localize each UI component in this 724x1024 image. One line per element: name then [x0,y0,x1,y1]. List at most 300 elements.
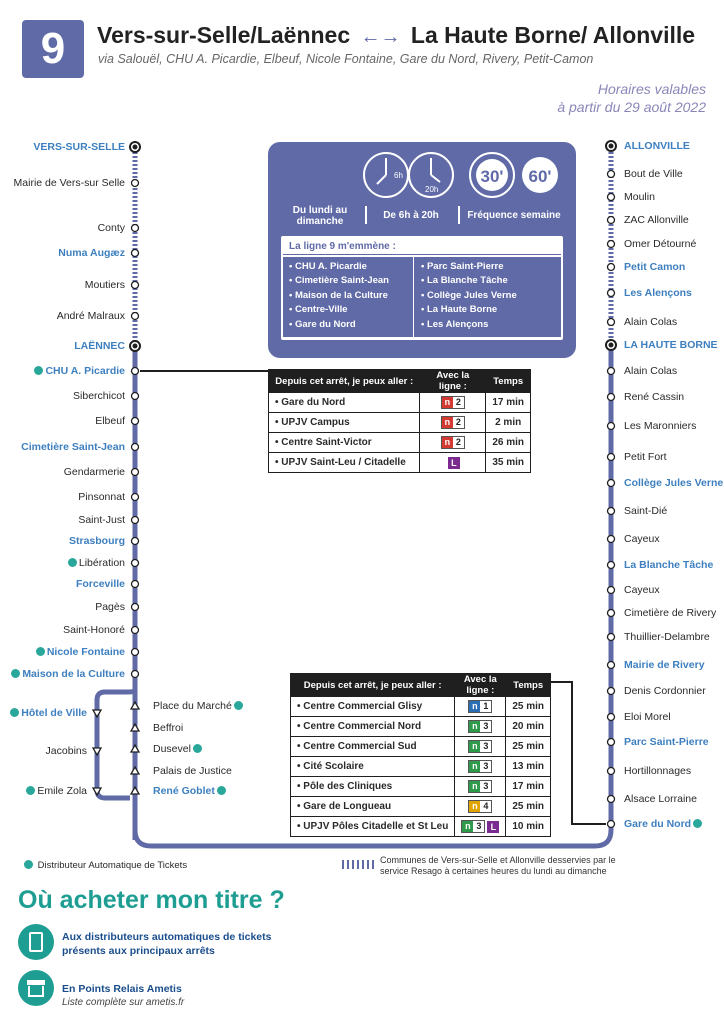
stop-label [624,533,660,546]
stop-marker [608,508,615,515]
stop-marker [608,319,615,326]
stop-label [624,736,709,749]
table-row [291,797,551,817]
destinations-left [289,260,389,332]
stop-label [73,390,125,403]
one-way-stop-marker [131,767,139,774]
stop-label [21,441,125,454]
stop-marker [608,768,615,775]
time-cell: 26 min [486,433,531,453]
stop-name: Saint-Dié [624,505,668,517]
stop-marker [608,796,615,803]
stop-name: Saint-Just [78,514,125,526]
line-badge-number: 3 [476,821,482,831]
ticket-machine-icon [24,860,33,869]
stop-label [624,238,696,251]
line-L-badge: L [487,821,499,833]
stop-name: VERS-SUR-SELLE [33,141,125,153]
time-cell: 25 min [506,737,551,757]
stop-label [624,559,713,572]
time-cell: 2 min [486,413,531,433]
destination-item: • Centre-Ville [289,303,389,317]
stop-name: Alsace Lorraine [624,793,697,805]
stop-label [69,535,125,548]
line-badge-number: 3 [483,761,489,771]
stop-marker [608,290,615,297]
line-badge-letter: n [469,781,480,792]
line-badge [441,396,465,409]
stop-marker [608,368,615,375]
terminus-marker-core [133,145,138,150]
table-header: Avec la ligne : [420,370,486,393]
line-badge [441,416,465,429]
destination-cell: • UPJV Pôles Citadelle et St Leu [291,817,455,837]
stop-label [58,247,125,260]
stop-marker [132,225,139,232]
stop-name: Gendarmerie [63,466,125,478]
line-badge [468,740,492,753]
stop-name: Mairie de Vers-sur Selle [13,177,125,189]
bidirectional-arrow-icon: ←→ [360,26,401,48]
stop-label [63,624,125,637]
table-row [269,453,531,473]
stop-marker [608,171,615,178]
table-row [291,717,551,737]
line-badge-number: 3 [483,741,489,751]
route-origin: Vers-sur-Selle/Laënnec [97,22,351,48]
hours-label: De 6h à 20h [383,210,439,221]
destination-item: • Maison de la Culture [289,289,389,303]
stop-name: Moulin [624,191,655,203]
stop-name: Les Alençons [624,287,692,299]
ticket-machine-icon [26,786,35,795]
stop-label [624,711,671,724]
divider [458,206,460,224]
line-badge-letter: n [462,821,473,832]
shop-icon [18,970,54,1006]
table-header: Depuis cet arrêt, je peux aller : [269,370,420,393]
relay-points-title: En Points Relais Ametis [62,983,182,995]
stop-name: Hortillonnages [624,765,692,777]
line-number-badge: 9 [22,20,84,78]
stop-name: Saint-Honoré [63,624,125,636]
stop-name: Cayeux [624,584,660,596]
stop-name: Place du Marché [153,700,232,712]
destination-cell: • Centre Saint-Victor [269,433,420,453]
stop-marker [132,418,139,425]
stop-name: Emile Zola [37,785,87,797]
line-badge [468,720,492,733]
table-row [269,393,531,413]
stop-label [64,466,125,479]
stop-name: Petit Camon [624,261,686,273]
clock-20h-icon [409,153,453,197]
stop-label [624,287,692,300]
line-badge-letter: n [469,741,480,752]
stop-marker [608,587,615,594]
stop-name: Hôtel de Ville [21,707,87,719]
relay-points-link[interactable]: Liste complète sur ametis.fr [62,997,185,1008]
stop-label [624,659,705,672]
terminus-marker-core [609,144,614,149]
line-badge-number: 1 [483,701,489,711]
destination-cell: • UPJV Campus [269,413,420,433]
buy-ticket-title: Où acheter mon titre ? [18,886,285,914]
table-header: Temps [486,370,531,393]
column-divider [413,257,414,337]
frequency-60-label: 60' [528,167,552,186]
days-label: Du lundi au dimanche [292,205,348,227]
stop-marker [132,649,139,656]
time-cell: 35 min [486,453,531,473]
stop-label [46,745,87,758]
stop-name: Numa Augæz [58,247,125,259]
stop-label [74,340,125,353]
stop-label [624,505,667,518]
line-cell [420,413,486,433]
stop-label [78,514,125,527]
destination-cell: • Cité Scolaire [291,757,455,777]
frequency-60-icon [522,157,558,193]
one-way-stop-marker [93,710,101,717]
stop-marker [132,604,139,611]
stop-name: Pagès [95,601,125,613]
clocks-and-frequency [268,142,576,242]
frequency-30-icon [470,153,514,197]
stop-label [14,177,125,190]
destinations-title: La ligne 9 m'emmène : [283,238,561,255]
legend-ticket-text: Distributeur Automatique de Tickets [37,860,188,871]
stop-name: Jacobins [45,745,87,757]
stop-name: ZAC Allonville [624,214,689,226]
line-cell [420,393,486,413]
line-cell [455,797,506,817]
ticket-machine-icon [193,744,202,753]
line-badge [441,436,465,449]
stop-marker [608,821,615,828]
stop-name: Maison de la Culture [22,668,125,680]
ticket-machine-icon [36,647,45,656]
line-badge-number: 2 [455,397,461,407]
frequency-30-label: 30' [480,167,504,186]
stop-label [66,557,125,570]
stop-name: Forceville [75,578,125,590]
stop-label [624,191,655,204]
line-badge-number: 3 [483,721,489,731]
stop-name: Conty [97,222,125,234]
ticket-machine-icon [18,924,54,960]
stop-label [32,365,125,378]
clock-6h-icon [364,153,408,197]
terminus-marker-core [133,344,138,349]
line-cell [420,453,486,473]
ticket-machine-icon [10,708,19,717]
stop-label [624,793,697,806]
table-row [291,697,551,717]
stop-label [624,584,660,597]
destination-item: • La Haute Borne [421,303,517,317]
line-cell [420,433,486,453]
destinations-panel [281,236,563,340]
stop-name: LAËNNEC [74,340,125,352]
stop-label [76,578,125,591]
stop-marker [132,250,139,257]
stop-marker [608,634,615,641]
destination-cell: • Centre Commercial Sud [291,737,455,757]
one-way-stop-marker [131,702,139,709]
stop-name: ALLONVILLE [624,140,690,152]
stop-marker [132,469,139,476]
destinations-right [421,260,517,332]
stop-label [624,451,667,464]
destination-cell: • UPJV Saint-Leu / Citadelle [269,453,420,473]
stop-marker [132,444,139,451]
route-via: via Salouël, CHU A. Picardie, Elbeuf, Nicole Fontaine, Gare du Nord, Rivery, Petit-Camon [98,52,594,66]
stop-name: André Malraux [56,310,125,322]
line-badge [468,700,492,713]
stop-name: Bout de Ville [624,168,683,180]
stop-marker [132,517,139,524]
destination-item: • Gare du Nord [289,318,389,332]
line-badge-number: 4 [483,801,489,811]
destination-cell: • Centre Commercial Nord [291,717,455,737]
destination-item: • Collège Jules Verne [421,289,517,303]
stop-marker [608,423,615,430]
stop-marker [608,562,615,569]
stop-marker [132,368,139,375]
stop-marker [608,688,615,695]
line-badge [468,760,492,773]
stop-label [153,722,183,735]
stop-name: Siberchicot [73,390,125,402]
one-way-stop-marker [93,748,101,755]
divider [365,206,367,224]
stop-label [624,477,723,490]
time-cell: 20 min [506,717,551,737]
stop-label [78,491,125,504]
stop-marker [608,714,615,721]
time-cell: 13 min [506,757,551,777]
stop-name: Pinsonnat [78,491,125,503]
ticket-machine-icon [34,366,43,375]
stop-marker [608,241,615,248]
line-badge-letter: n [469,801,480,812]
stop-marker [608,536,615,543]
stop-name: René Cassin [624,391,685,403]
legend-ticket-machine [22,860,187,871]
stop-name: Petit Fort [624,451,667,463]
stop-marker [608,394,615,401]
stop-name: Parc Saint-Pierre [624,736,709,748]
stop-marker [132,393,139,400]
stop-label [8,707,87,720]
stop-name: Collège Jules Verne [624,477,724,489]
line-cell [455,817,506,837]
destination-item: • Parc Saint-Pierre [421,260,517,274]
stop-label [624,765,691,778]
legend-resago: Communes de Vers-sur-Selle et Allonville desservies par le service Resago à certaines heures du lundi au dimanche [380,855,616,876]
stop-label [85,279,125,292]
destination-item: • CHU A. Picardie [289,260,389,274]
route-loop-west [97,690,135,798]
stop-label [624,607,716,620]
line-badge [468,780,492,793]
stop-label [33,141,125,154]
buy-option-relay-points [62,983,184,1009]
connections-table-chu [268,369,531,473]
stop-label [624,214,689,227]
stop-label [624,818,704,831]
stop-name: La Blanche Tâche [624,559,714,571]
stop-label [624,168,683,181]
stop-name: Strasbourg [68,535,125,547]
stop-name: Eloi Morel [624,711,671,723]
stop-name: Gare du Nord [624,818,692,830]
line-badge-letter: n [469,721,480,732]
stop-label [624,261,685,274]
stop-marker [608,610,615,617]
stop-label [153,765,232,778]
ticket-machine-icon [234,701,243,710]
line-L-badge: L [448,457,460,469]
line-badge-letter: n [442,417,453,428]
stop-label [624,631,710,644]
stop-name: René Goblet [153,785,215,797]
route-destination: La Haute Borne/ Allonville [410,22,696,48]
stop-name: Cimetière de Rivery [624,607,717,619]
stop-label [24,785,87,798]
time-cell: 17 min [506,777,551,797]
stop-label [624,420,696,433]
stop-label [98,222,125,235]
validity-line-2: à partir du 29 août 2022 [557,99,706,115]
validity-line-1: Horaires valables [597,81,706,97]
destination-cell: • Gare de Longueau [291,797,455,817]
line-badge [461,820,485,833]
stop-label [34,646,125,659]
line-badge-number: 2 [455,417,461,427]
stop-name: Cimetière Saint-Jean [21,441,125,453]
stop-marker [132,282,139,289]
stop-name: CHU A. Picardie [45,365,125,377]
destination-item: • La Blanche Tâche [421,274,517,288]
stop-marker [132,627,139,634]
stop-marker [608,480,615,487]
stop-name: Alain Colas [624,365,678,377]
ticket-machine-icon [11,669,20,678]
stop-name: Nicole Fontaine [46,646,125,658]
stop-label [95,415,125,428]
stop-marker [608,217,615,224]
stop-marker [608,454,615,461]
stop-name: Denis Cordonnier [624,685,706,697]
stop-label [624,339,718,352]
stop-name: Elbeuf [95,415,125,427]
ticket-machine-icon [68,558,77,567]
table-row [269,413,531,433]
stop-name: Alain Colas [624,316,678,328]
table-header: Temps [506,674,551,697]
terminus-marker-core [609,343,614,348]
stop-label [57,310,125,323]
line-cell [455,697,506,717]
table-row [291,737,551,757]
table-row [269,433,531,453]
line-cell [455,717,506,737]
line-badge-letter: n [442,397,453,408]
stop-name: Omer Détourné [624,238,697,250]
line-cell [455,737,506,757]
stop-name: Libération [78,557,125,569]
stop-label [624,316,677,329]
stop-label [9,668,125,681]
line-badge-letter: n [442,437,453,448]
time-cell: 25 min [506,797,551,817]
destination-cell: • Centre Commercial Glisy [291,697,455,717]
stop-label [624,140,690,153]
stop-name: Mairie de Rivery [624,659,705,671]
line-badge-letter: n [469,701,480,712]
frequency-label: Fréquence semaine [467,210,561,221]
stop-name: Cayeux [624,533,660,545]
stop-name: Dusevel [153,743,191,755]
table-header: Avec la ligne : [455,674,506,697]
clock-6h-label: 6h [394,171,403,180]
one-way-stop-marker [131,745,139,752]
resago-dash-icon [342,860,374,869]
stop-marker [608,264,615,271]
stop-label [153,785,228,798]
stop-marker [132,581,139,588]
destination-cell: • Pôle des Cliniques [291,777,455,797]
stop-label [624,365,677,378]
stop-marker [132,313,139,320]
one-way-stop-marker [131,724,139,731]
stop-marker [608,662,615,669]
ticket-machine-icon [693,819,702,828]
table-header: Depuis cet arrêt, je peux aller : [291,674,455,697]
stop-marker [608,739,615,746]
stop-marker [132,180,139,187]
stop-name: Les Maronniers [624,420,697,432]
stop-name: Beffroi [153,722,184,734]
stop-name: LA HAUTE BORNE [624,339,718,351]
destination-item: • Cimetière Saint-Jean [289,274,389,288]
time-cell: 17 min [486,393,531,413]
one-way-stop-marker [131,787,139,794]
line-badge-number: 3 [483,781,489,791]
ticket-machine-icon [217,786,226,795]
line-cell [455,777,506,797]
stop-marker [132,538,139,545]
destination-item: • Les Alençons [421,318,517,332]
stop-marker [132,671,139,678]
table-row [291,757,551,777]
stop-name: Moutiers [84,279,125,291]
line-cell [455,757,506,777]
stop-label [624,685,706,698]
stop-label [95,601,125,614]
stop-label [153,700,245,713]
buy-option-machines: Aux distributeurs automatiques de tickets présents aux principaux arrêts [62,931,272,957]
stop-label [153,743,204,756]
table-row [291,777,551,797]
stop-marker [608,194,615,201]
destination-cell: • Gare du Nord [269,393,420,413]
clock-20h-label: 20h [425,185,439,194]
connector-gare-du-nord [548,682,606,824]
line-badge [468,800,492,813]
